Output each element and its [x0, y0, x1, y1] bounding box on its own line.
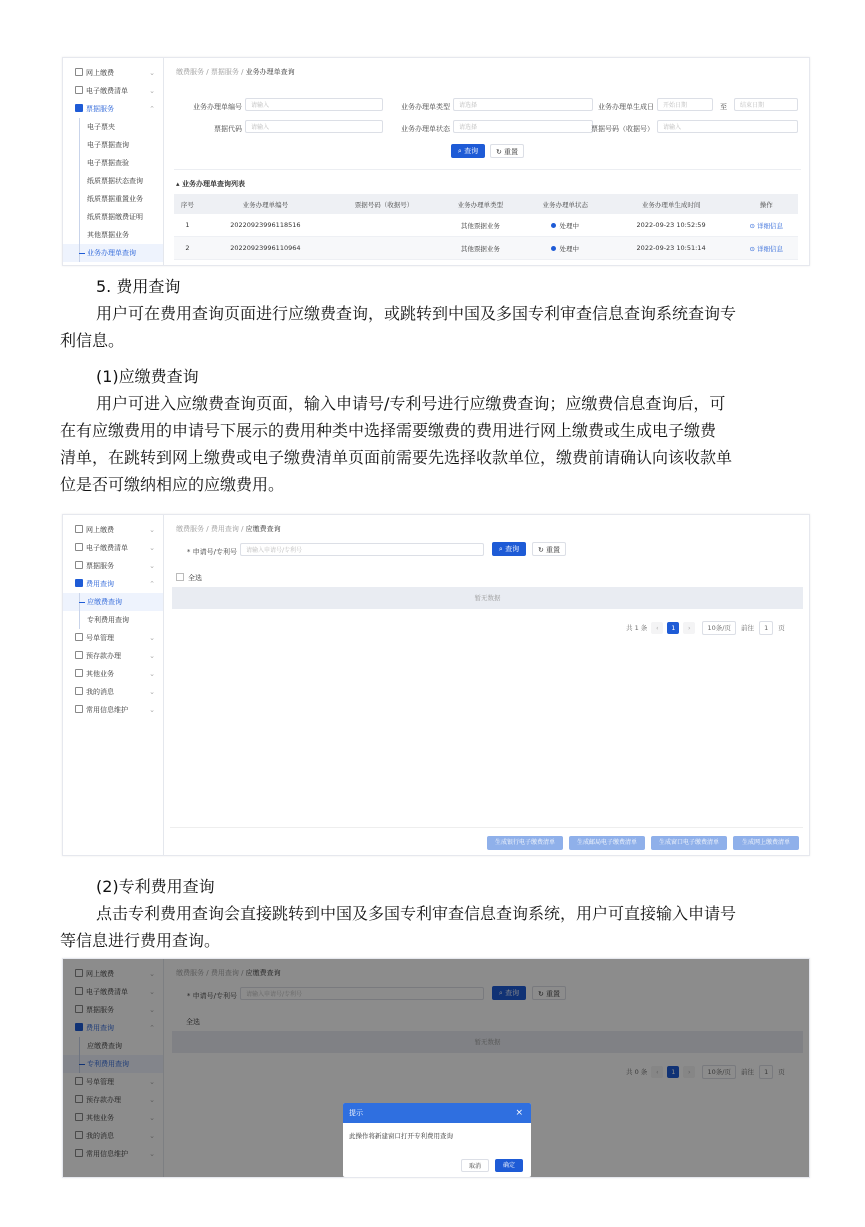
sidebar-item-label: 我的消息	[86, 688, 114, 696]
pager-total: 共 0 条	[626, 1068, 648, 1076]
status-text: 处理中	[559, 221, 579, 230]
chevron-icon: ⌄	[149, 562, 155, 570]
status-dot-icon	[551, 223, 556, 228]
sidebar-subitem-label: 纸质票据重置业务	[87, 195, 143, 203]
gen-post-list-button[interactable]: 生成邮局电子缴费清单	[569, 836, 645, 850]
gen-online-list-button[interactable]: 生成网上缴费清单	[733, 836, 799, 850]
app-no-label: * 申请号/专利号	[186, 548, 237, 556]
bill-code-input[interactable]: 请输入	[245, 120, 383, 133]
column-header: 业务办理单编号	[201, 194, 330, 214]
breadcrumb-sep: /	[241, 525, 244, 533]
goto-page-input[interactable]: 1	[759, 1065, 773, 1079]
detail-link[interactable]: ⊙ 详细信息	[749, 221, 784, 230]
cell-action	[735, 214, 798, 237]
gen-window-list-button[interactable]: 生成窗口电子缴费清单	[651, 836, 727, 850]
heading-payable-query: (1)应缴费查询	[96, 367, 199, 386]
breadcrumb	[176, 67, 295, 77]
sidebar-item-label: 号单管理	[86, 634, 114, 642]
grid-icon	[75, 669, 83, 677]
edit-icon	[75, 705, 83, 713]
reset-button[interactable]: ↻ 重置	[532, 986, 566, 1000]
page-button[interactable]: 1	[667, 622, 679, 634]
sidebar-subitem-label: 应缴费查询	[87, 598, 122, 606]
sidebar-subitem-label: 其他票据业务	[87, 231, 129, 239]
app-no-label: * 申请号/专利号	[186, 992, 237, 1000]
paragraph: 点击专利费用查询会直接跳转到中国及多国专利审查信息查询系统，用户可直接输入申请号	[96, 904, 737, 923]
paragraph: 利信息。	[60, 331, 125, 350]
breadcrumb-item[interactable]: 缴费服务	[176, 68, 204, 76]
sidebar-subitem[interactable]	[63, 118, 163, 136]
breadcrumb-item[interactable]: 费用查询	[210, 525, 239, 533]
breadcrumb-sep: /	[206, 525, 209, 533]
sidebar-subitem[interactable]	[63, 172, 163, 190]
sidebar-item[interactable]	[63, 665, 163, 683]
sidebar-item-label: 网上缴费	[86, 970, 114, 978]
column-header: 操作	[735, 194, 798, 214]
cancel-button[interactable]: 取消	[461, 1159, 489, 1172]
pager-unit: 页	[778, 1068, 785, 1076]
breadcrumb-sep: /	[241, 969, 244, 977]
sidebar-item-label: 网上缴费	[86, 69, 114, 77]
chevron-icon: ⌃	[149, 105, 155, 113]
column-header: 业务办理单状态	[523, 194, 608, 214]
cell-index: 1	[174, 214, 201, 237]
card-icon	[75, 68, 83, 76]
detail-link[interactable]: ⊙ 详细信息	[749, 244, 784, 253]
screenshot-patent-fee-dialog	[62, 958, 810, 1178]
gen-date-to-input[interactable]: 结束日期	[734, 98, 798, 111]
table-row	[174, 237, 798, 260]
sidebar-item-label: 电子缴费清单	[86, 87, 128, 95]
chevron-icon: ⌄	[149, 634, 155, 642]
breadcrumb-sep: /	[241, 68, 244, 76]
paragraph: 用户可在费用查询页面进行应缴费查询，或跳转到中国及多国专利审查信息查询系统查询专	[96, 304, 737, 323]
empty-table: 暂无数据	[172, 1031, 803, 1053]
sidebar-item-label: 票据服务	[86, 105, 114, 113]
sidebar-subitem-label: 纸质票据状态查询	[87, 177, 143, 185]
sidebar-subitem[interactable]	[63, 593, 163, 611]
chevron-icon: ⌄	[149, 1114, 155, 1122]
column-header: 序号	[174, 194, 201, 214]
reset-button[interactable]: ↻ 重置	[490, 144, 524, 158]
sidebar-item[interactable]	[63, 539, 163, 557]
chevron-icon: ⌄	[149, 970, 155, 978]
order-type-select[interactable]: 请选择	[453, 98, 593, 111]
pager-goto: 前往	[740, 1068, 754, 1076]
sidebar-item-label: 票据服务	[86, 562, 114, 570]
next-page-button[interactable]: ›	[683, 622, 695, 634]
breadcrumb-sep: /	[206, 68, 209, 76]
order-type-label: 业务办理单类型	[401, 103, 450, 111]
breadcrumb-item[interactable]: 缴费服务	[176, 969, 204, 977]
sidebar-item-label: 网上缴费	[86, 526, 114, 534]
sidebar-subitem-label: 专利费用查询	[87, 616, 129, 624]
dialog-title: 提示	[349, 1109, 363, 1117]
breadcrumb	[176, 524, 281, 534]
sidebar	[63, 58, 164, 265]
sidebar-item-label: 电子缴费清单	[86, 544, 128, 552]
chevron-icon: ⌄	[149, 688, 155, 696]
order-table	[174, 194, 798, 260]
sidebar-subitem-label: 业务办理单查询	[87, 249, 136, 257]
chevron-icon: ⌃	[149, 580, 155, 588]
cell-time: 2022-09-23 10:52:59	[608, 214, 735, 237]
query-label: 查询	[505, 989, 520, 997]
sidebar-item-label: 预存款办理	[86, 652, 121, 660]
divider	[174, 169, 801, 170]
doc-icon	[75, 104, 83, 112]
table-title-text: 业务办理单查询列表	[181, 180, 245, 188]
sidebar-item-label: 我的消息	[86, 1132, 114, 1140]
sidebar-item-label: 常用信息维护	[86, 706, 128, 714]
breadcrumb-sep: /	[206, 969, 209, 977]
select-all-label: 全选	[186, 1018, 200, 1026]
paragraph: 清单，在跳转到网上缴费或电子缴费清单页面前需要先选择收款单位，缴费前请确认向该收款单	[60, 448, 733, 467]
sidebar-item-label: 其他业务	[86, 1114, 114, 1122]
page-size-select[interactable]: 10条/页	[702, 621, 735, 635]
chevron-icon: ⌄	[149, 526, 155, 534]
sidebar-item[interactable]	[63, 629, 163, 647]
gen-date-label: 业务办理单生成日	[598, 103, 654, 111]
breadcrumb-item[interactable]: 费用查询	[210, 969, 239, 977]
order-status-label: 业务办理单状态	[401, 125, 450, 133]
gen-bank-list-button[interactable]: 生成银行电子缴费清单	[487, 836, 563, 850]
sidebar-item-label: 常用信息维护	[86, 1150, 128, 1158]
column-header: 业务办理单类型	[438, 194, 523, 214]
chevron-icon: ⌄	[149, 87, 155, 95]
page-size-select[interactable]: 10条/页	[702, 1065, 735, 1079]
table-row	[174, 214, 798, 237]
sidebar-subitem-label: 电子票据查验	[87, 159, 129, 167]
pagination: 共 0 条 ‹ 1 › 10条/页 前往 1 页	[626, 1065, 785, 1079]
sidebar-item[interactable]	[63, 521, 163, 539]
select-all-label: 全选	[188, 574, 202, 582]
card-icon	[75, 525, 83, 533]
heading-patent-fee-query: (2)专利费用查询	[96, 877, 215, 896]
query-label: 查询	[464, 147, 479, 155]
close-icon[interactable]: ×	[515, 1108, 523, 1118]
chevron-icon: ⌄	[149, 544, 155, 552]
reset-label: 重置	[546, 990, 561, 998]
confirm-button[interactable]: 确定	[495, 1159, 523, 1172]
paragraph: 等信息进行费用查询。	[60, 931, 221, 950]
bill-num-input[interactable]: 请输入	[657, 120, 798, 133]
cell-type: 其他票据业务	[438, 214, 523, 237]
sidebar-subitem[interactable]	[63, 244, 163, 262]
sidebar-item-label: 费用查询	[86, 580, 114, 588]
page-button[interactable]: 1	[667, 1066, 679, 1078]
bill-num-label: 票据号码（收据号）	[591, 125, 654, 133]
query-button[interactable]: ⌕ 查询	[451, 144, 485, 158]
pager-total: 共 1 条	[626, 624, 648, 632]
select-all[interactable]	[176, 573, 202, 583]
sidebar-item-label: 预存款办理	[86, 1096, 121, 1104]
chevron-icon: ⌄	[149, 652, 155, 660]
sidebar-subitem[interactable]	[63, 136, 163, 154]
reset-label: 重置	[546, 546, 561, 554]
chevron-icon: ⌄	[149, 670, 155, 678]
reset-button[interactable]: ↻ 重置	[532, 542, 566, 556]
status-dot-icon	[551, 246, 556, 251]
chevron-icon: ⌄	[149, 1096, 155, 1104]
dialog-header	[343, 1103, 531, 1123]
list-icon	[75, 543, 83, 551]
wallet-icon	[75, 651, 83, 659]
pager-goto: 前往	[740, 624, 754, 632]
cell-action	[735, 237, 798, 260]
sidebar-item[interactable]	[63, 701, 163, 719]
query-button[interactable]: ⌕ 查询	[492, 986, 526, 1000]
confirm-dialog	[343, 1103, 531, 1177]
sidebar-item[interactable]	[63, 64, 163, 82]
chevron-icon: ⌄	[149, 1150, 155, 1158]
pagination	[626, 621, 785, 635]
paragraph: 用户可进入应缴费查询页面，输入申请号/专利号进行应缴费查询；应缴费信息查询后，可	[96, 394, 726, 413]
chevron-icon: ⌄	[149, 1078, 155, 1086]
sidebar-subitem[interactable]	[63, 611, 163, 629]
status-text: 处理中	[559, 244, 579, 253]
prev-page-button[interactable]: ‹	[651, 622, 663, 634]
sidebar-item[interactable]	[63, 683, 163, 701]
column-header: 业务办理单生成时间	[608, 194, 735, 214]
breadcrumb-item[interactable]: 票据服务	[210, 68, 239, 76]
detail-link-label: 详细信息	[757, 244, 784, 253]
chevron-icon: ⌄	[149, 1132, 155, 1140]
sidebar-item-label: 其他业务	[86, 670, 114, 678]
list-icon	[75, 86, 83, 94]
table-header-row	[174, 194, 798, 214]
sidebar-item-label: 电子缴费清单	[86, 988, 128, 996]
breadcrumb-current: 应缴费查询	[245, 525, 281, 533]
sidebar-item-label: 费用查询	[86, 1024, 114, 1032]
gen-date-to: 至	[720, 103, 727, 111]
sidebar-subitem[interactable]	[63, 208, 163, 226]
sidebar-subitem-label: 电子票夹	[87, 123, 115, 131]
column-header: 票据号码（收据号）	[330, 194, 438, 214]
bill-code-label: 票据代码	[214, 125, 242, 133]
detail-link-label: 详细信息	[757, 221, 784, 230]
order-no-input[interactable]: 请输入	[245, 98, 383, 111]
breadcrumb-current: 应缴费查询	[245, 969, 281, 977]
search-icon	[75, 579, 83, 587]
sidebar-item[interactable]	[63, 82, 163, 100]
cell-order-no: 20220923996118516	[201, 214, 330, 237]
sidebar-subitem-label: 纸质票据缴费证明	[87, 213, 143, 221]
doc-icon	[75, 561, 83, 569]
checkbox[interactable]	[176, 573, 184, 581]
breadcrumb-item[interactable]: 缴费服务	[176, 525, 204, 533]
sidebar-item[interactable]	[63, 575, 163, 593]
sidebar-subitem-label: 应缴费查询	[87, 1042, 122, 1050]
sidebar-subitem[interactable]	[63, 190, 163, 208]
order-no-label: 业务办理单编号	[193, 103, 242, 111]
breadcrumb-current: 业务办理单查询	[245, 68, 295, 76]
goto-page-input[interactable]: 1	[759, 621, 773, 635]
order-status-select[interactable]: 请选择	[453, 120, 593, 133]
sidebar-item-label: 号单管理	[86, 1078, 114, 1086]
sidebar-subitem[interactable]	[63, 226, 163, 244]
app-no-input[interactable]: 请输入申请号/专利号	[240, 543, 484, 556]
paragraph: 位是否可缴纳相应的应缴费用。	[60, 475, 285, 494]
cell-status	[523, 237, 608, 260]
cell-bill-num	[330, 214, 438, 237]
sidebar-subitem-label: 电子票据查询	[87, 141, 129, 149]
chevron-icon: ⌃	[149, 1024, 155, 1032]
chevron-icon: ⌄	[149, 1006, 155, 1014]
cell-type: 其他票据业务	[438, 237, 523, 260]
sidebar-subitem[interactable]	[63, 154, 163, 172]
chevron-icon: ⌄	[149, 69, 155, 77]
main-panel	[164, 515, 809, 855]
cell-index: 2	[174, 237, 201, 260]
main-panel	[164, 58, 809, 265]
query-label: 查询	[505, 545, 520, 553]
cell-order-no: 20220923996110964	[201, 237, 330, 260]
screenshot-payable-query	[62, 514, 810, 856]
cell-status	[523, 214, 608, 237]
cell-bill-num	[330, 237, 438, 260]
empty-table: 暂无数据	[172, 587, 803, 609]
sidebar-subitem-label: 专利费用查询	[87, 1060, 129, 1068]
query-button[interactable]: ⌕ 查询	[492, 542, 526, 556]
sidebar	[63, 515, 164, 855]
cell-time: 2022-09-23 10:51:14	[608, 237, 735, 260]
table-title: ▴ 业务办理单查询列表	[176, 180, 245, 188]
screenshot-bill-query	[62, 57, 810, 266]
heading-fee-query: 5. 费用查询	[96, 277, 181, 296]
sidebar-item[interactable]	[63, 647, 163, 665]
chevron-icon: ⌄	[149, 706, 155, 714]
app-no-input[interactable]: 请输入申请号/专利号	[240, 987, 484, 1000]
sidebar-item-label: 票据服务	[86, 1006, 114, 1014]
divider	[170, 827, 803, 828]
paragraph: 在有应缴费用的申请号下展示的费用种类中选择需要缴费的费用进行网上缴费或生成电子缴费	[60, 421, 717, 440]
gen-date-from[interactable]: 开始日期	[657, 98, 713, 111]
chevron-icon: ⌄	[149, 988, 155, 996]
bell-icon	[75, 687, 83, 695]
list-icon	[75, 633, 83, 641]
dialog-message: 此操作将新建窗口打开专利费用查询	[349, 1132, 453, 1140]
reset-label: 重置	[504, 148, 519, 156]
pager-unit: 页	[778, 624, 785, 632]
sidebar-item[interactable]	[63, 557, 163, 575]
sidebar-item[interactable]	[63, 100, 163, 118]
